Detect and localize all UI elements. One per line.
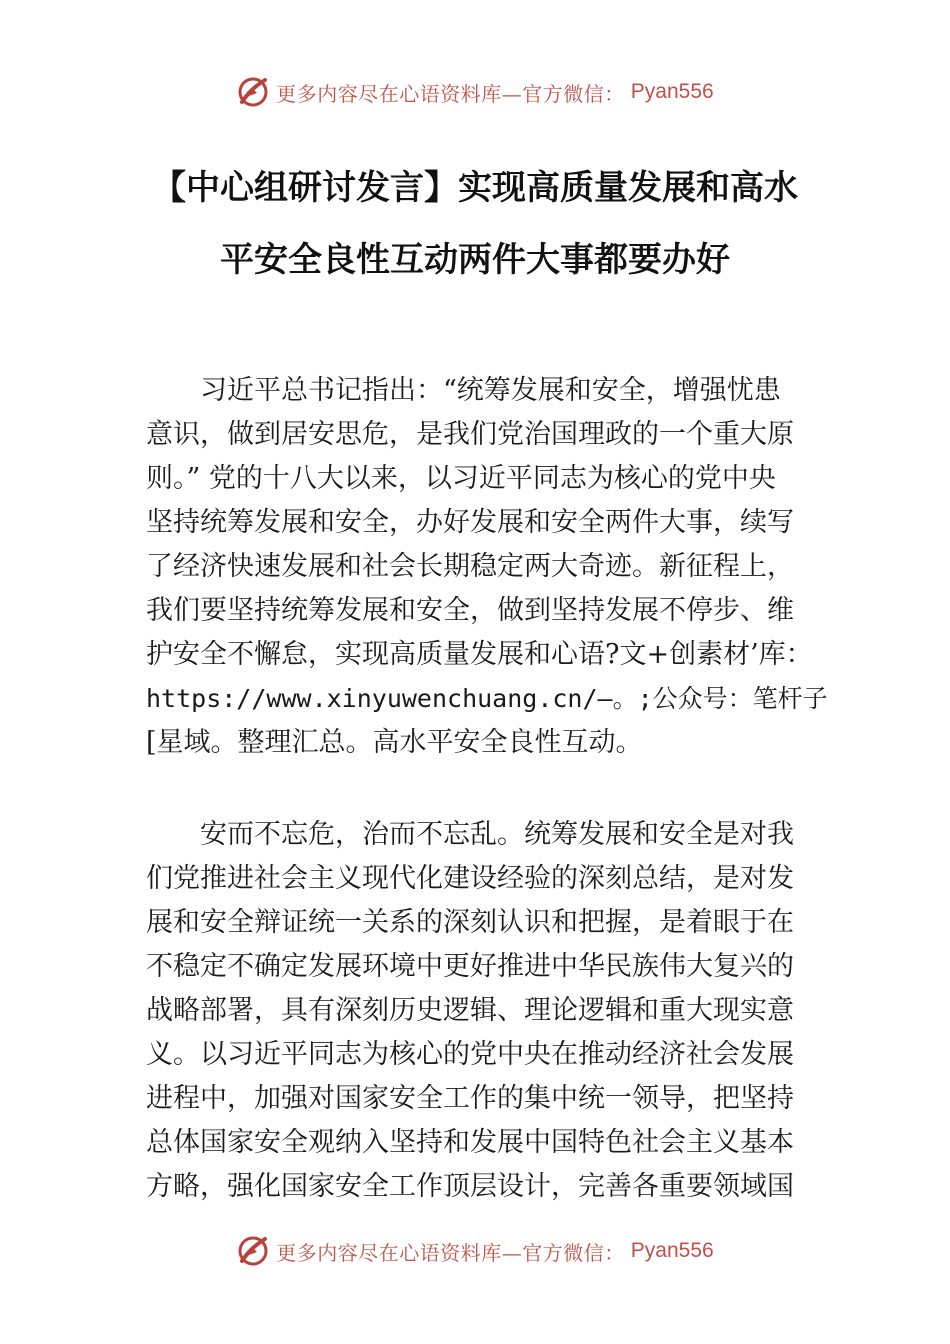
paragraph-line: [星域。整理汇总。高水平安全良性互动。 — [146, 727, 643, 758]
footer-banner — [0, 1231, 950, 1271]
paragraph-line: 总体国家安全观纳入坚持和发展中国特色社会主义基本 — [146, 1127, 794, 1158]
brush-logo-icon — [236, 1234, 270, 1268]
paragraph-line: 战略部署，具有深刻历史逻辑、理论逻辑和重大现实意 — [146, 995, 794, 1026]
document-title — [100, 152, 850, 296]
paragraph-line: 不稳定不确定发展环境中更好推进中华民族伟大复兴的 — [146, 951, 794, 982]
header-banner-text: 更多内容尽在心语资料库—官方微信： — [276, 81, 625, 106]
paragraph-line: 安而不忘危，治而不忘乱。统筹发展和安全是对我 — [146, 819, 794, 850]
paragraph-line: 义。以习近平同志为核心的党中央在推动经济社会发展 — [146, 1039, 794, 1070]
header-wechat-id: Pyan556 — [630, 80, 714, 103]
paragraph-line: 习近平总书记指出：“统筹发展和安全，增强忧患 — [146, 375, 781, 406]
footer-banner-text: 更多内容尽在心语资料库—官方微信： — [276, 1240, 625, 1265]
title-line-2: 平安全良性互动两件大事都要办好 — [220, 240, 730, 280]
paragraph-line-url: https://www.xinyuwenchuang.cn/—。;公众号：笔杆子 — [146, 684, 828, 713]
paragraph-line: 坚持统筹发展和安全，办好发展和安全两件大事，续写 — [146, 507, 794, 538]
paragraph-line: 展和安全辩证统一关系的深刻认识和把握，是着眼于在 — [146, 907, 794, 938]
header-banner — [0, 72, 950, 112]
paragraph-1 — [146, 369, 828, 765]
footer-wechat-id: Pyan556 — [630, 1239, 714, 1262]
brush-logo-icon — [236, 75, 270, 109]
paragraph-line: 护安全不懈怠，实现高质量发展和心语?文+创素材’库： — [146, 639, 813, 670]
title-line-1: 【中心组研讨发言】实现高质量发展和高水 — [152, 168, 798, 208]
paragraph-line: 则。” 党的十八大以来，以习近平同志为核心的党中央 — [146, 463, 776, 494]
paragraph-line: 们党推进社会主义现代化建设经验的深刻总结，是对发 — [146, 863, 794, 894]
paragraph-line: 我们要坚持统筹发展和安全，做到坚持发展不停步、维 — [146, 595, 794, 626]
paragraph-line: 了经济快速发展和社会长期稳定两大奇迹。新征程上， — [146, 551, 794, 582]
paragraph-line: 进程中，加强对国家安全工作的集中统一领导，把坚持 — [146, 1083, 794, 1114]
paragraph-2 — [146, 813, 816, 1209]
paragraph-line: 方略，强化国家安全工作顶层设计，完善各重要领域国 — [146, 1171, 794, 1202]
paragraph-line: 意识，做到居安思危，是我们党治国理政的一个重大原 — [146, 419, 794, 450]
